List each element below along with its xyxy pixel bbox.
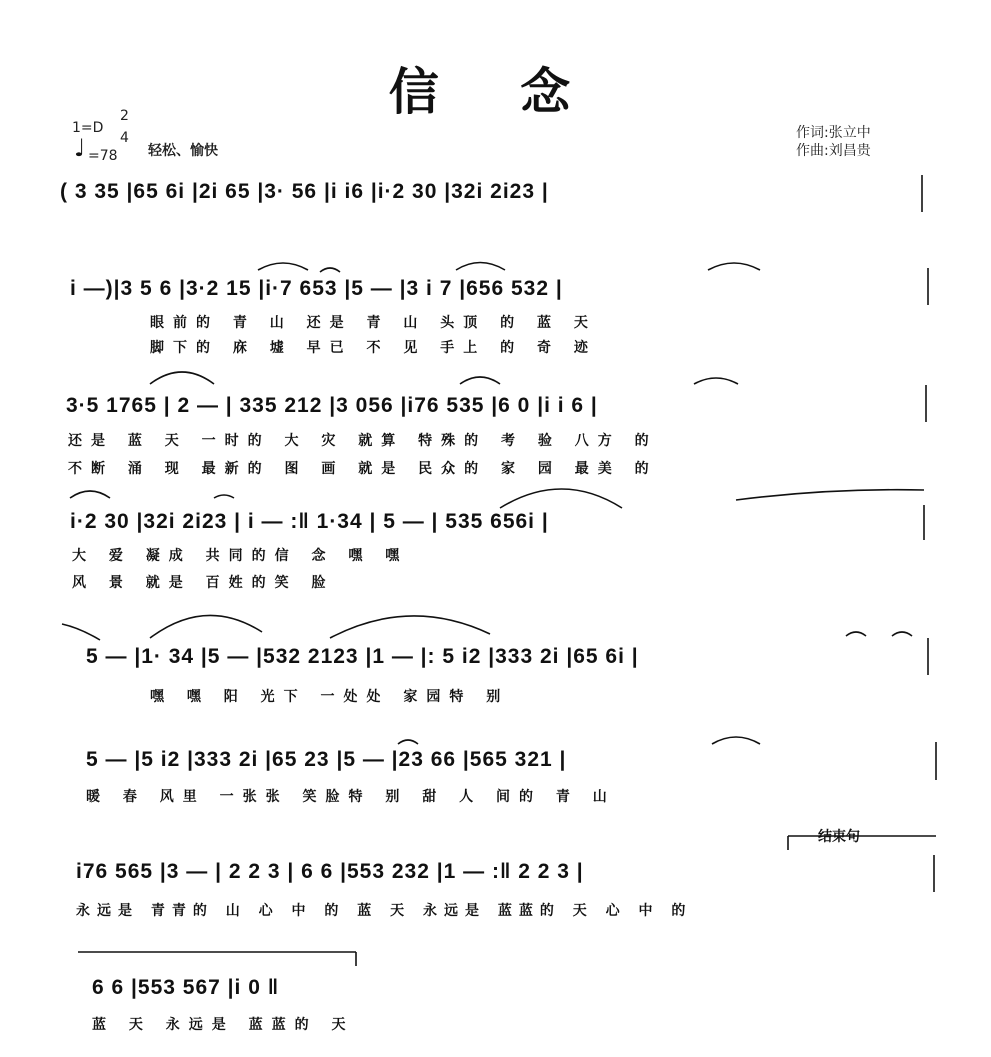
lyric-row-2b: 脚下的 庥 墟 早已 不 见 手上 的 奇 迹 <box>150 340 597 356</box>
ending-label: 结束句 <box>818 829 860 845</box>
lyric-row-3b: 不断 涌 现 最新的 图 画 就是 民众的 家 园 最美 的 <box>68 461 658 477</box>
notation-row-7: i76 565 |3 — | 2 2 3 | 6 6 |553 232 |1 — :‖ 2 2 3 | <box>76 860 584 883</box>
composer-credit: 作曲:刘昌贵 <box>796 143 871 159</box>
lyric-row-7: 永远是 青青的 山 心 中 的 蓝 天 永远是 蓝蓝的 天 心 中 的 <box>76 903 693 919</box>
time-signature-top: 2 <box>120 108 129 124</box>
notation-row-2: i —)|3 5 6 |3·2 15 |i·7 653 |5 — |3 i 7 |656 532 | <box>70 277 563 300</box>
lyric-row-5: 嘿 嘿 阳 光下 一处处 家园特 别 <box>150 689 510 705</box>
notation-row-3: 3·5 1765 | 2 — | 335 212 |3 056 |i76 535 |6 0 |i i 6 | <box>66 394 598 417</box>
mood-marking: 轻松、愉快 <box>148 143 218 159</box>
lyric-row-3a: 还是 蓝 天 一时的 大 灾 就算 特殊的 考 验 八方 的 <box>68 433 658 449</box>
notation-row-1: ( 3 35 |65 6i |2i 65 |3· 56 |i i6 |i·2 30 |32i 2i23 | <box>60 180 549 203</box>
notation-row-4: i·2 30 |32i 2i23 | i — :‖ 1·34 | 5 — | 535 656i | <box>70 510 549 533</box>
quarter-note-icon: ♩ <box>74 134 86 162</box>
tempo-value: =78 <box>88 148 118 164</box>
time-signature-bottom: 4 <box>120 130 129 146</box>
song-title: 信 念 <box>388 62 603 121</box>
lyric-row-4b: 风 景 就是 百姓的笑 脸 <box>72 575 335 591</box>
notation-row-8: 6 6 |553 567 |i 0 ‖ <box>92 976 280 999</box>
lyric-row-8: 蓝 天 永远是 蓝蓝的 天 <box>92 1017 355 1033</box>
notation-row-6: 5 — |5 i2 |333 2i |65 23 |5 — |23 66 |565 321 | <box>86 748 567 771</box>
lyric-row-4a: 大 爱 凝成 共同的信 念 嘿 嘿 <box>72 548 409 564</box>
key-signature: 1=D <box>72 120 104 136</box>
notation-row-5: 5 — |1· 34 |5 — |532 2123 |1 — |: 5 i2 |333 2i |65 6i | <box>86 645 639 668</box>
lyricist-credit: 作词:张立中 <box>796 125 871 141</box>
lyric-row-6: 暖 春 风里 一张张 笑脸特 别 甜 人 间的 青 山 <box>86 789 616 805</box>
lyric-row-2a: 眼前的 青 山 还是 青 山 头顶 的 蓝 天 <box>150 315 597 331</box>
